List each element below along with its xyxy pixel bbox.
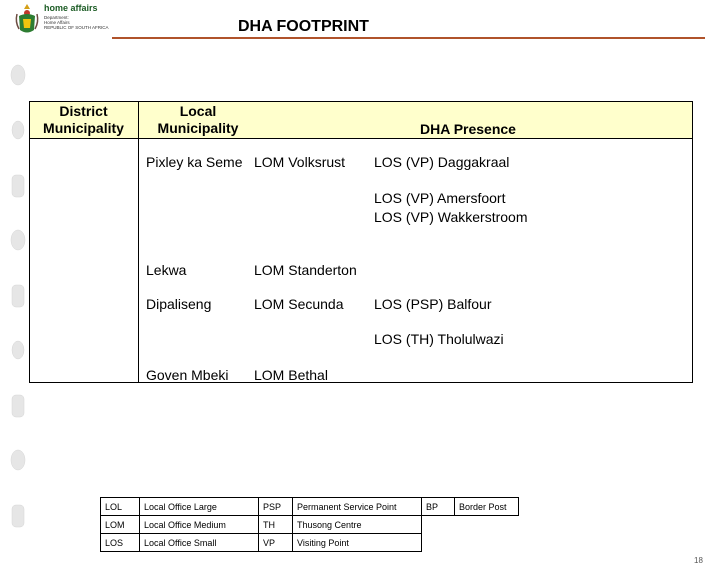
table-border: [29, 101, 30, 383]
legend-row: [101, 516, 519, 534]
table-border: [29, 382, 692, 383]
logo-brand: home affairs: [44, 3, 98, 13]
legend-code: TH: [259, 516, 293, 534]
logo-sub-line: Department:: [44, 15, 69, 20]
page-title: DHA FOOTPRINT: [238, 18, 369, 35]
legend-desc: Visiting Point: [293, 534, 422, 552]
column-header-local: Local Municipality: [157, 103, 239, 136]
page-number: 18: [694, 556, 703, 565]
logo-sub-line: REPUBLIC OF SOUTH AFRICA: [44, 25, 109, 30]
legend-code: PSP: [259, 498, 293, 516]
legend-empty: [422, 534, 455, 552]
table-border: [138, 101, 139, 383]
legend-table: [100, 497, 519, 552]
lom-cell: LOM Standerton: [254, 262, 357, 278]
legend-desc: Local Office Large: [140, 498, 259, 516]
table-border: [29, 101, 692, 102]
legend-code: LOS: [101, 534, 140, 552]
local-municipality-cell: Goven Mbeki: [146, 367, 229, 383]
local-municipality-cell: Dipaliseng: [146, 296, 212, 312]
dha-logo: [4, 2, 109, 38]
legend-code: BP: [422, 498, 455, 516]
los-cell: LOS (VP) Amersfoort: [374, 190, 506, 206]
lom-cell: LOM Secunda: [254, 296, 344, 312]
legend-empty: [455, 534, 519, 552]
los-cell: LOS (VP) Wakkerstroom: [374, 209, 528, 225]
coat-of-arms-icon: [14, 2, 40, 36]
legend-row: [101, 534, 519, 552]
legend-desc: Thusong Centre: [293, 516, 422, 534]
legend-row: [101, 498, 519, 516]
legend-desc: Permanent Service Point: [293, 498, 422, 516]
table-border: [692, 101, 693, 383]
column-header-dha-presence: DHA Presence: [420, 121, 516, 137]
local-municipality-cell: Lekwa: [146, 262, 187, 278]
legend-empty: [455, 516, 519, 534]
table-border: [29, 138, 692, 139]
lom-cell: LOM Volksrust: [254, 154, 346, 170]
legend-empty: [422, 516, 455, 534]
legend-desc: Local Office Small: [140, 534, 259, 552]
lom-cell: LOM Bethal: [254, 367, 328, 383]
decorative-emblem-strip: [8, 55, 28, 560]
legend-code: LOM: [101, 516, 140, 534]
local-municipality-cell: Pixley ka Seme: [146, 154, 243, 170]
logo-sub-line: Home Affairs: [44, 20, 70, 25]
legend-desc: Local Office Medium: [140, 516, 259, 534]
column-header-district: District Municipality: [43, 103, 124, 136]
legend-desc: Border Post: [455, 498, 519, 516]
legend-code: VP: [259, 534, 293, 552]
los-cell: LOS (TH) Tholulwazi: [374, 331, 504, 347]
title-underline: [112, 37, 705, 39]
los-cell: LOS (VP) Daggakraal: [374, 154, 510, 170]
legend-code: LOL: [101, 498, 140, 516]
los-cell: LOS (PSP) Balfour: [374, 296, 492, 312]
